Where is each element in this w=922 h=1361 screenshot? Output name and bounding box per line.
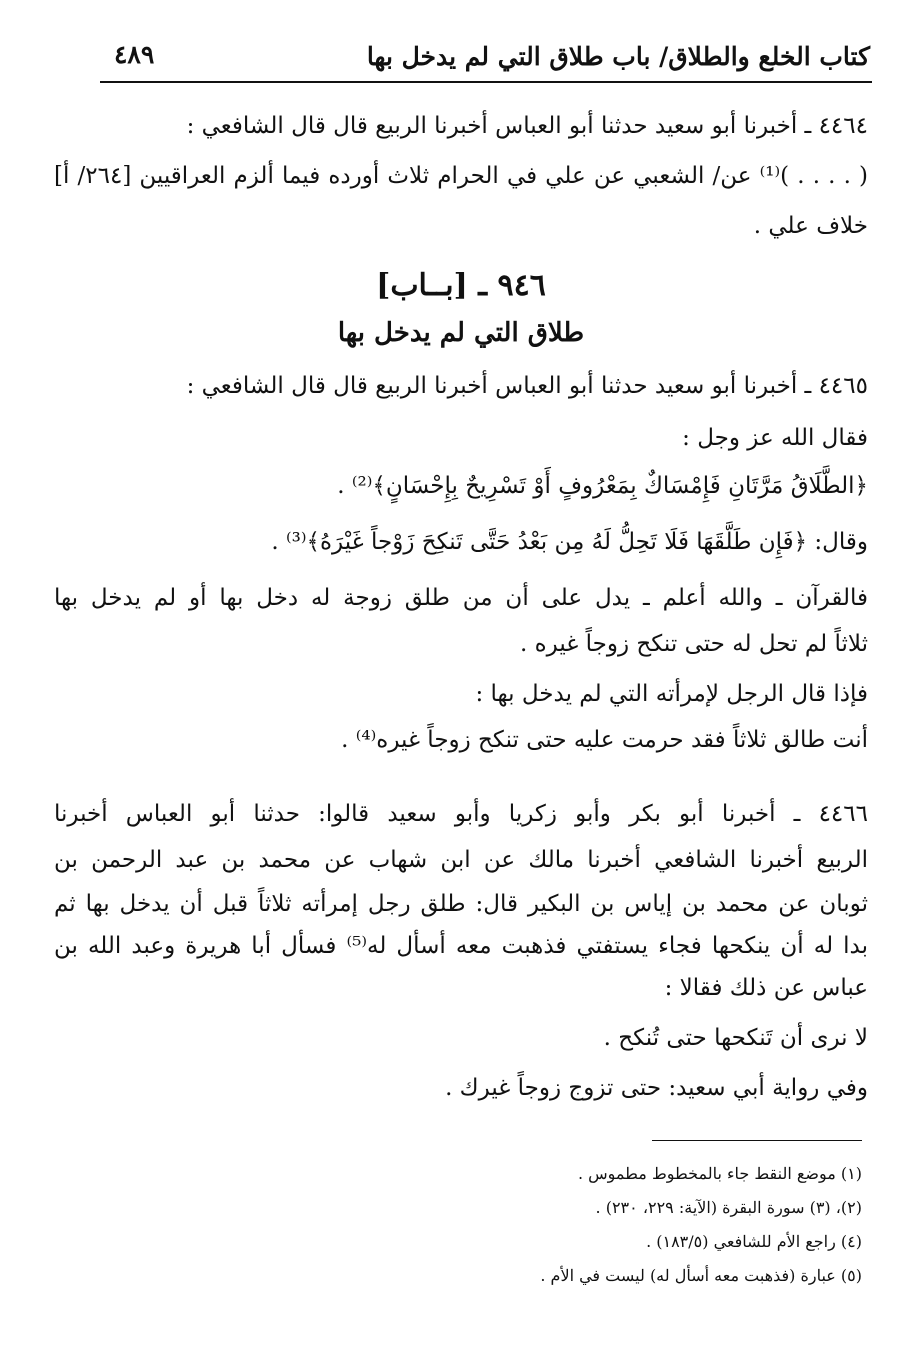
quran-verse-1: ﴿الطَّلَاقُ مَرَّتَانِ فَإِمْسَاكٌ بِمَعْرُوفٍ أَوْ تَسْرِيحٌ بِإِحْسَانٍ﴾⁽²⁾ . xyxy=(337,473,868,499)
hadith-4466-line-1: ٤٤٦٦ ـ أخبرنا أبو بكر وأبو زكريا وأبو سعيد قالوا: حدثنا أبو العباس أخبرنا xyxy=(54,801,868,827)
footnote-5: (٥) عبارة (فذهبت معه أسأل له) ليست في الأم . xyxy=(540,1266,862,1285)
footnote-1: (١) موضع النقط جاء بالمخطوط مطموس . xyxy=(577,1164,862,1183)
hadith-4465-line-2: فقال الله عز وجل : xyxy=(682,425,868,451)
hadith-4465-line-1: ٤٤٦٥ ـ أخبرنا أبو سعيد حدثنا أبو العباس أخبرنا الربيع قال قال الشافعي : xyxy=(186,373,868,399)
hadith-4464-line-2: ( . . . . )⁽¹⁾ عن/ الشعبي عن علي في الحرام ثلاث أورده فيما ألزم العراقيين [٢٦٤/ أ] xyxy=(54,163,868,189)
hadith-4466-line-2: الربيع أخبرنا الشافعي أخبرنا مالك عن ابن شهاب عن محمد بن عبد الرحمن بن xyxy=(54,847,868,873)
quran-verse-2: وقال: ﴿فَإِن طَلَّقَهَا فَلَا تَحِلُّ لَهُ مِن بَعْدُ حَتَّى تَنكِحَ زَوْجاً غَيْرَهُ﴾⁽³⁾ . xyxy=(271,529,868,555)
footnote-4: (٤) راجع الأم للشافعي (١٨٣/٥) . xyxy=(646,1232,862,1251)
hadith-4466-line-3: ثوبان عن محمد بن إياس بن البكير قال: طلق رجل إمرأته ثلاثاً قبل أن يدخل بها ثم xyxy=(54,891,868,917)
page-number: ٤٨٩ xyxy=(114,40,155,69)
chapter-number: ٩٤٦ ـ [بــاب] xyxy=(376,268,546,303)
hadith-4465-line-7: فإذا قال الرجل لإمرأته التي لم يدخل بها : xyxy=(475,681,868,707)
chapter-title: طلاق التي لم يدخل بها xyxy=(337,318,585,348)
header-rule xyxy=(100,81,872,83)
hadith-4466-line-7: وفي رواية أبي سعيد: حتى تزوج زوجاً غيرك . xyxy=(445,1075,868,1101)
hadith-4465-line-5: فالقرآن ـ والله أعلم ـ يدل على أن من طلق زوجة له دخل بها أو لم يدخل بها xyxy=(54,585,868,611)
running-title: كتاب الخلع والطلاق/ باب طلاق التي لم يدخل بها xyxy=(366,42,870,71)
hadith-4464-line-1: ٤٤٦٤ ـ أخبرنا أبو سعيد حدثنا أبو العباس أخبرنا الربيع قال قال الشافعي : xyxy=(186,113,868,139)
hadith-4465-line-8: أنت طالق ثلاثاً فقد حرمت عليه حتى تنكح زوجاً غيره⁽⁴⁾ . xyxy=(341,727,868,753)
hadith-4464-line-3: خلاف علي . xyxy=(753,213,868,239)
hadith-4466-line-5: عباس عن ذلك فقالا : xyxy=(664,975,868,1001)
hadith-4465-line-6: ثلاثاً لم تحل له حتى تنكح زوجاً غيره . xyxy=(519,631,868,657)
footnote-2-3: (٢)، (٣) سورة البقرة (الآية: ٢٢٩، ٢٣٠) . xyxy=(595,1198,862,1217)
hadith-4466-line-6: لا نرى أن تَنكحها حتى تُنكح . xyxy=(603,1025,868,1051)
hadith-4466-line-4: بدا له أن ينكحها فجاء يستفتي فذهبت معه أسأل له⁽⁵⁾ فسأل أبا هريرة وعبد الله بن xyxy=(54,933,869,959)
footnote-separator xyxy=(652,1140,862,1141)
